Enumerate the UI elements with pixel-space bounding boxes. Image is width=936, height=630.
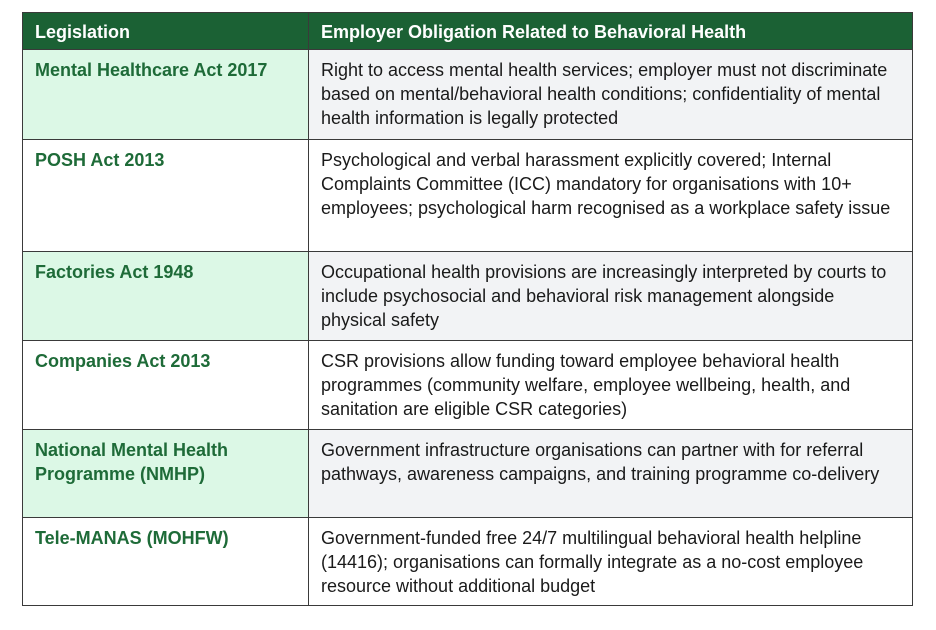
table-header-row [23,13,913,50]
header-obligation: Employer Obligation Related to Behavioral Health [309,13,913,50]
obligation-cell: Government infrastructure organisations can partner with for referral pathways, awareness campaigns, and training programme co-delivery [309,430,913,518]
legislation-cell: Tele-MANAS (MOHFW) [23,518,309,606]
legislation-cell: National Mental Health Programme (NMHP) [23,430,309,518]
obligation-cell: Government-funded free 24/7 multilingual behavioral health helpline (14416); organisations can formally integrate as a no-cost employee resource without additional budget [309,518,913,606]
table-row [23,140,913,252]
table-row [23,518,913,606]
table-row [23,341,913,430]
header-legislation: Legislation [23,13,309,50]
table-row [23,50,913,140]
legislation-cell: Mental Healthcare Act 2017 [23,50,309,140]
obligation-cell: Psychological and verbal harassment explicitly covered; Internal Complaints Committee (ICC) mandatory for organisations with 10+ employees; psychological harm recognised as a workplace safety issue [309,140,913,252]
obligation-cell: CSR provisions allow funding toward employee behavioral health programmes (community welfare, employee wellbeing, health, and sanitation are eligible CSR categories) [309,341,913,430]
legislation-cell: Factories Act 1948 [23,252,309,341]
table-row [23,430,913,518]
table-row [23,252,913,341]
obligation-cell: Right to access mental health services; employer must not discriminate based on mental/behavioral health conditions; confidentiality of mental health information is legally protected [309,50,913,140]
obligation-cell: Occupational health provisions are increasingly interpreted by courts to include psychosocial and behavioral risk management alongside physical safety [309,252,913,341]
legislation-cell: Companies Act 2013 [23,341,309,430]
legislation-table [22,12,913,606]
legislation-cell: POSH Act 2013 [23,140,309,252]
